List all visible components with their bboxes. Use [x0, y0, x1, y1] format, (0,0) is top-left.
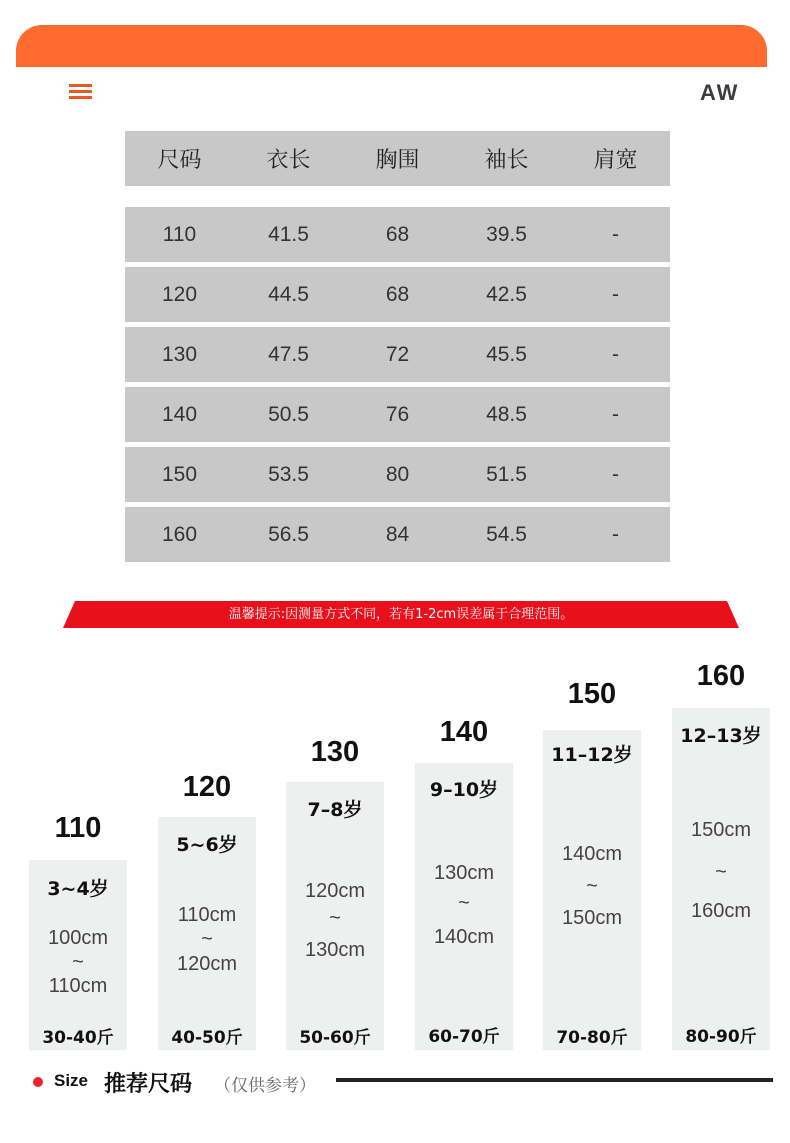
table-header-row [125, 131, 670, 186]
column-age: 7–8岁 [307, 799, 363, 821]
column-height-from: 140cm [561, 843, 623, 865]
column-height-to: 120cm [176, 953, 238, 975]
column-box [543, 730, 641, 1050]
column-height-to: 150cm [561, 907, 623, 929]
column-height-tilde: ~ [715, 861, 727, 883]
table-header-cell: 袖长 [484, 148, 529, 173]
column-weight: 70-80斤 [556, 1028, 628, 1048]
footer-size-label: Size [54, 1071, 89, 1090]
column-size-label: 160 [696, 660, 746, 692]
column-weight: 40-50斤 [171, 1028, 243, 1048]
column-box [158, 817, 256, 1050]
table-cell: 56.5 [268, 522, 309, 546]
table-header-cell: 衣长 [266, 148, 311, 173]
column-height-from: 130cm [433, 862, 495, 884]
column-height-to: 110cm [48, 975, 108, 997]
red-dot-icon [33, 1077, 43, 1087]
table-cell: 160 [161, 522, 198, 546]
table-row [125, 387, 670, 442]
top-orange-band [16, 25, 767, 67]
notice-banner [63, 601, 739, 628]
column-size-label: 140 [439, 716, 489, 748]
table-cell: 80 [385, 462, 410, 486]
column-box [672, 708, 770, 1050]
table-cell: 130 [161, 342, 198, 366]
column-height-tilde: ~ [458, 892, 470, 914]
size-column-130 [286, 736, 384, 1052]
table-cell: 48.5 [486, 402, 527, 426]
table-cell: 76 [385, 402, 410, 426]
notice-text: 温馨提示:因测量方式不同，若有1-2cm误差属于合理范围。 [228, 607, 574, 622]
table-cell: - [612, 402, 619, 426]
table-cell: 120 [161, 282, 198, 306]
column-height-to: 160cm [690, 900, 752, 922]
column-box [29, 860, 127, 1050]
table-row [125, 327, 670, 382]
column-age: 9–10岁 [429, 779, 499, 801]
table-cell: - [612, 282, 619, 306]
column-size-label: 130 [310, 736, 360, 768]
table-cell: - [612, 222, 619, 246]
column-weight: 30-40斤 [42, 1028, 114, 1048]
column-age: 5~6岁 [176, 834, 238, 856]
size-column-140 [415, 716, 513, 1052]
column-weight: 50-60斤 [299, 1028, 371, 1048]
table-cell: 47.5 [268, 342, 309, 366]
size-column-120 [158, 771, 256, 1052]
table-cell: 68 [385, 282, 410, 306]
column-age: 3~4岁 [47, 878, 109, 900]
table-cell: 44.5 [268, 282, 309, 306]
table-cell: 68 [385, 222, 410, 246]
column-height-to: 130cm [304, 939, 366, 961]
table-cell: 140 [161, 402, 198, 426]
footer-caption [0, 1065, 790, 1099]
table-header-cell: 胸围 [375, 148, 420, 173]
column-height-to: 140cm [433, 926, 495, 948]
column-size-label: 120 [182, 771, 232, 803]
column-height-from: 150cm [690, 819, 752, 841]
table-cell: - [612, 462, 619, 486]
brand-logo: AW [700, 80, 740, 105]
column-height-from: 100cm [47, 927, 109, 949]
table-cell: 41.5 [268, 222, 309, 246]
footer-divider-line [336, 1078, 773, 1082]
size-column-160 [672, 660, 770, 1052]
menu-icon-bar [69, 96, 92, 99]
menu-icon[interactable] [69, 84, 92, 100]
column-age: 11–12岁 [551, 744, 633, 766]
menu-icon-bar [69, 84, 92, 87]
column-height-tilde: ~ [586, 875, 598, 897]
size-column-110 [29, 812, 127, 1052]
table-row [125, 447, 670, 502]
column-size-label: 110 [54, 812, 102, 844]
table-header-cell: 肩宽 [593, 148, 638, 173]
table-cell: 150 [161, 462, 198, 486]
table-cell: 39.5 [486, 222, 527, 246]
table-cell: - [612, 342, 619, 366]
table-row [125, 207, 670, 262]
column-box [286, 782, 384, 1050]
column-height-tilde: ~ [329, 907, 341, 929]
table-row [125, 267, 670, 322]
column-weight: 60-70斤 [428, 1027, 500, 1047]
table-header-cell: 尺码 [157, 148, 202, 173]
column-height-from: 110cm [177, 904, 237, 926]
table-cell: 53.5 [268, 462, 309, 486]
column-weight: 80-90斤 [685, 1027, 757, 1047]
table-cell: 72 [385, 342, 410, 366]
size-column-150 [543, 678, 641, 1052]
table-cell: 42.5 [486, 282, 527, 306]
table-cell: - [612, 522, 619, 546]
column-height-tilde: ~ [201, 928, 213, 950]
table-row [125, 507, 670, 562]
footer-note: （仅供参考） [214, 1076, 316, 1096]
table-cell: 50.5 [268, 402, 309, 426]
menu-icon-bar [69, 90, 92, 93]
column-size-label: 150 [567, 678, 617, 710]
table-cell: 84 [385, 522, 410, 546]
table-cell: 110 [162, 222, 197, 246]
footer-title: 推荐尺码 [104, 1072, 193, 1097]
table-cell: 45.5 [486, 342, 527, 366]
column-box [415, 763, 513, 1050]
column-age: 12–13岁 [680, 725, 762, 747]
column-height-from: 120cm [304, 880, 366, 902]
table-cell: 54.5 [486, 522, 527, 546]
column-height-tilde: ~ [72, 951, 84, 973]
table-cell: 51.5 [486, 462, 527, 486]
